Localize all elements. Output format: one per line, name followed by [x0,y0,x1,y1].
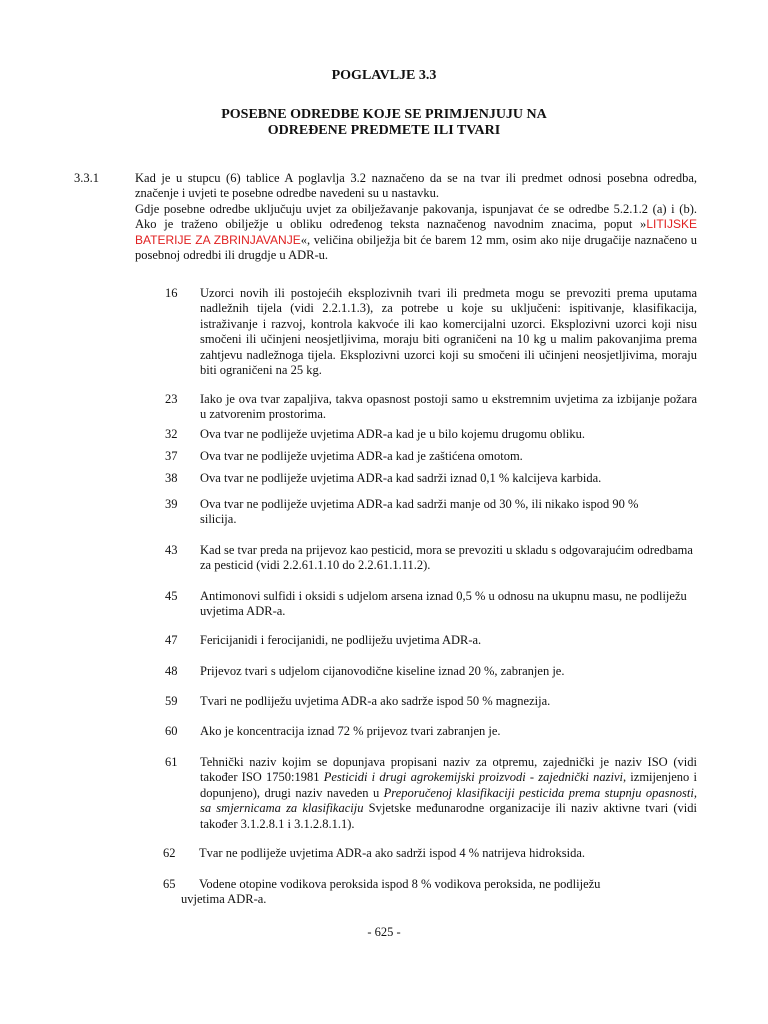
provision-number: 37 [165,449,178,463]
provision-number: 47 [165,633,178,647]
provision-text: Ova tvar ne podliježe uvjetima ADR-a kad je zaštićena omotom. [200,449,523,463]
section-number: 3.3.1 [74,171,99,185]
provision-number: 39 [165,497,178,511]
provision-number: 16 [165,286,178,300]
provision-text: Ova tvar ne podliježe uvjetima ADR-a kad sadrži iznad 0,1 % kalcijeva karbida. [200,471,602,485]
provision-text: Ako je koncentracija iznad 72 % prijevoz tvari zabranjen je. [200,724,501,738]
provision-number: 65 [163,877,176,891]
provision-text: Ova tvar ne podliježe uvjetima ADR-a kad sadrži manje od 30 %, ili nikako ispod 90 % silicija. [200,497,639,527]
provision-text: Tvar ne podliježe uvjetima ADR-a ako sadrži ispod 4 % natrijeva hidroksida. [199,846,585,860]
section-intro [135,171,697,263]
provision-text: Kad se tvar preda na prijevoz kao pesticid, mora se prevoziti u skladu s odgovarajućim odredbama za pesticid (vidi 2.2.61.1.10 do 2.2.61.1.11.2). [200,543,693,573]
section-para-1: Kad je u stupcu (6) tablice A poglavlja 3.2 naznačeno da se na tvar ili predmet odnosi posebna odredba, značenje i uvjeti te posebne odredbe navedeni su u nastavku. [135,171,697,201]
italic-reference: Preporučenoj klasifikaciji pesticida prema stupnju opasnosti, sa smjernicama za klasifikaciju [200,785,697,816]
provision-number: 59 [165,694,178,708]
page-title-line-1: POSEBNE ODREDBE KOJE SE PRIMJENJUJU NA [221,107,547,122]
provision-number: 23 [165,392,178,406]
provision-text: Tehnički naziv kojim se dopunjava propisani naziv za otpremu, zajednički je naziv ISO (vidi također ISO 1750:1981 Pesticidi i drugi agrokemijski proizvodi - zajednički nazivi, izmijenjeno i dopunjeno), drugi naziv naveden u Preporučenoj klasifikaciji pesticida prema stupnju opasnosti, sa smjernicama za klasifikaciju Svjetske međunarodne organizacije ili naziv aktivne tvari (vidi također 3.1.2.8.1 i 3.1.2.8.1.1). [200,755,697,831]
provision-text-line-2: uvjetima ADR-a. [181,892,267,906]
italic-reference: Pesticidi i drugi agrokemijski proizvodi - zajednički nazivi [323,770,623,785]
red-marking-text: LITIJSKE BATERIJE ZA ZBRINJAVANJE [135,217,697,247]
provision-text: Tvari ne podliježu uvjetima ADR-a ako sadrže ispod 50 % magnezija. [200,694,551,708]
page-title-line-2: ODREĐENE PREDMETE ILI TVARI [267,123,501,138]
provision-text: Prijevoz tvari s udjelom cijanovodične kiseline iznad 20 %, zabranjen je. [200,664,565,678]
provision-number: 62 [163,846,176,860]
provision-number: 38 [165,471,178,485]
provision-text-line-1: Vodene otopine vodikova peroksida ispod 8 % vodikova peroksida, ne podliježu [199,877,601,891]
provision-number: 45 [165,589,178,603]
provision-text: Ova tvar ne podliježe uvjetima ADR-a kad je u bilo kojemu drugomu obliku. [200,427,585,441]
provision-text: Uzorci novih ili postojećih eksplozivnih tvari ili predmeta mogu se prevoziti prema uputama nadležnih tijela (vidi 2.2.1.1.3), za potrebe u koje su uključeni: ispitivanje, klasifikacija, istraživanje i razvoj, kontrola kakvoće ili kao komercijalni uzorci. Eksplozivni uzorci koji nisu smočeni ili učinjeni neosjetljivima, moraju biti ograničeni na 10 kg u malim pakovanjima prema zahtjevu nadležnoga tijela. Eksplozivni uzorci koji su smočeni ili učinjeni neosjetljivima, moraju biti ograničeni na 25 kg. [200,286,697,378]
provision-number: 60 [165,724,178,738]
provision-text: Iako je ova tvar zapaljiva, takva opasnost postoji samo u ekstremnim uvjetima za izbijanje požara u zatvorenim prostorima. [200,392,697,422]
section-para-2: Gdje posebne odredbe uključuju uvjet za obilježavanje pakovanja, ispunjavat će se odredbe 5.2.1.2 (a) i (b). Ako je traženo obilježje u obliku određenog teksta naznačenog navodnim znacima, poput »LITIJSKE BATERIJE ZA ZBRINJAVANJE«, veličina obilježja bit će barem 12 mm, osim ako nije drugačije naznačeno u posebnoj odredbi ili drugdje u ADR-u. [135,201,697,263]
provision-number: 32 [165,427,178,441]
chapter-heading: POGLAVLJE 3.3 [331,68,437,83]
provision-text: Antimonovi sulfidi i oksidi s udjelom arsena iznad 0,5 % u odnosu na ukupnu masu, ne podliježu uvjetima ADR-a. [200,589,687,619]
provision-number: 43 [165,543,178,557]
provision-text: Fericijanidi i ferocijanidi, ne podliježu uvjetima ADR-a. [200,633,482,647]
page-number: - 625 - [367,925,401,939]
provision-number: 61 [165,755,178,769]
provision-number: 48 [165,664,178,678]
